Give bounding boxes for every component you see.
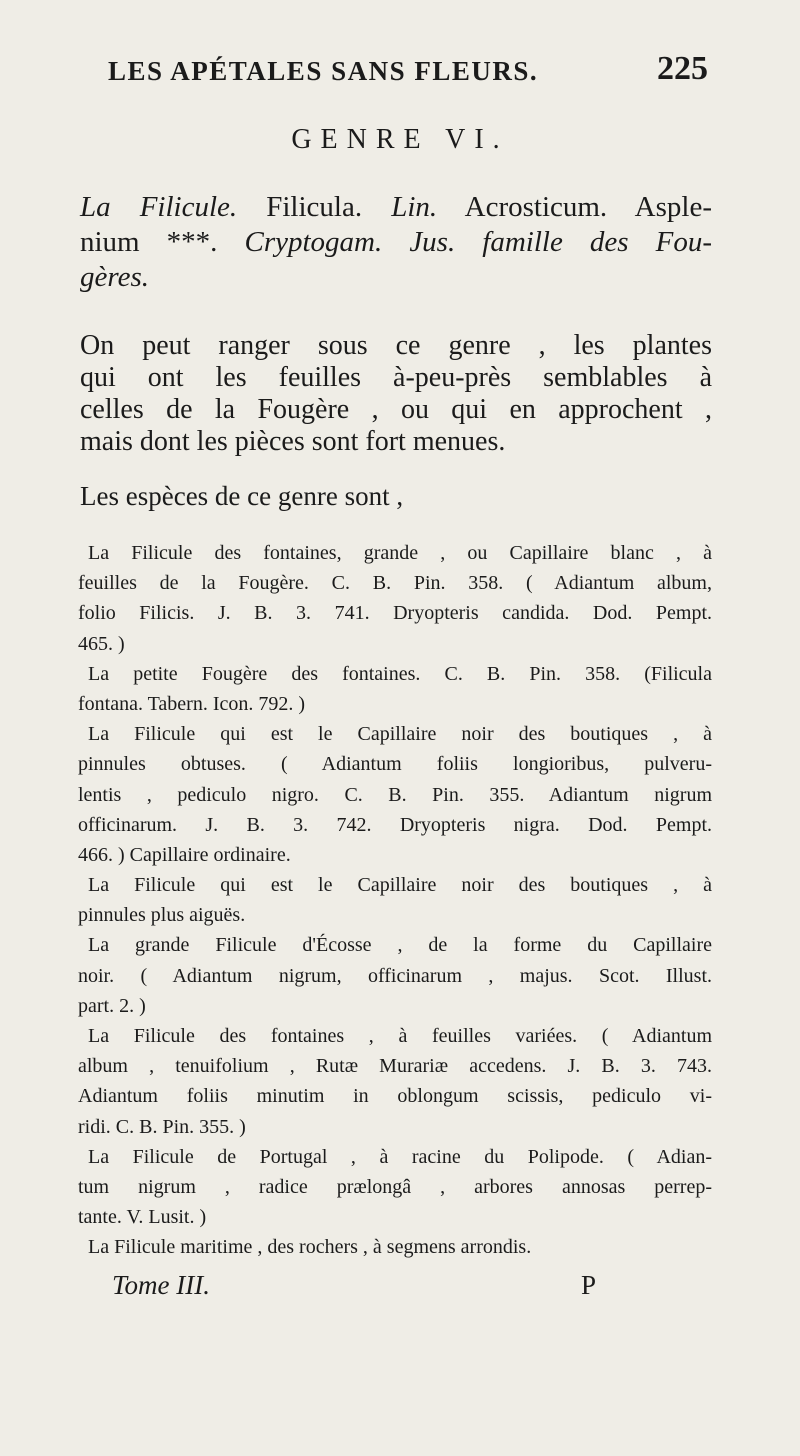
- entry-line: La grande Filicule d'Écosse , de la forme du Capillaire: [88, 934, 712, 957]
- species-entry: [78, 659, 712, 719]
- genus-description: [80, 190, 712, 295]
- species-entry: [78, 1142, 712, 1233]
- entry-line: album , tenuifolium , Rutæ Murariæ accedens. J. B. 3. 743.: [78, 1055, 712, 1078]
- italic-run: La Filicule.: [80, 191, 238, 223]
- genus-heading: GENRE VI.: [291, 124, 509, 155]
- italic-run: Cryptogam. Jus. famille des Fou-: [244, 226, 712, 258]
- entry-line: ridi. C. B. Pin. 355. ): [78, 1115, 246, 1138]
- entry-line: La Filicule maritime , des rochers , à segmens arrondis.: [88, 1236, 532, 1259]
- entry-line: tante. V. Lusit. ): [78, 1206, 207, 1229]
- entry-line: La petite Fougère des fontaines. C. B. Pin. 358. (Filicula: [88, 662, 712, 685]
- species-entry: [78, 538, 712, 659]
- page-number: 225: [657, 50, 708, 87]
- entry-line: 465. ): [78, 632, 125, 655]
- intro-line: celles de la Fougère , ou qui en approchent ,: [80, 394, 712, 425]
- species-entry: [78, 719, 712, 870]
- species-entry: [78, 1232, 712, 1262]
- entry-line: La Filicule des fontaines, grande , ou Capillaire blanc , à: [88, 542, 712, 564]
- intro-line: On peut ranger sous ce genre , les plantes: [80, 330, 712, 361]
- species-entry: [78, 930, 712, 1021]
- entry-line: lentis , pediculo nigro. C. B. Pin. 355. Adiantum nigrum: [78, 783, 712, 806]
- entry-line: fontana. Tabern. Icon. 792. ): [78, 692, 306, 715]
- entry-line: officinarum. J. B. 3. 742. Dryopteris nigra. Dod. Pempt.: [78, 813, 712, 836]
- roman-run: Acrosticum. Asple-: [437, 191, 712, 223]
- entry-line: tum nigrum , radice prælongâ , arbores annosas perrep-: [78, 1175, 712, 1198]
- intro-line: mais dont les pièces sont fort menues.: [80, 426, 506, 457]
- italic-run: gères.: [80, 261, 149, 293]
- species-intro: Les espèces de ce genre sont ,: [80, 481, 404, 511]
- page-footer: [112, 1270, 712, 1310]
- entry-line: folio Filicis. J. B. 3. 741. Dryopteris candida. Dod. Pempt.: [78, 602, 712, 625]
- species-entry: [78, 870, 712, 930]
- genus-line: [80, 190, 712, 225]
- entry-line: La Filicule qui est le Capillaire noir des boutiques , à: [88, 723, 712, 746]
- entry-line: feuilles de la Fougère. C. B. Pin. 358. ( Adiantum album,: [78, 572, 712, 595]
- entry-line: 466. ) Capillaire ordinaire.: [78, 843, 291, 866]
- species-list: [78, 538, 712, 1263]
- intro-line: qui ont les feuilles à-peu-près semblables à: [80, 362, 712, 393]
- running-head: [108, 50, 708, 90]
- entry-line: part. 2. ): [78, 994, 146, 1017]
- intro-paragraph: [80, 330, 712, 458]
- roman-run: Filicula.: [237, 191, 392, 223]
- genus-line: [80, 225, 712, 260]
- entry-line: pinnules plus aiguës.: [78, 904, 246, 927]
- entry-line: La Filicule de Portugal , à racine du Polipode. ( Adian-: [88, 1145, 712, 1168]
- roman-run: nium ***.: [80, 226, 245, 258]
- genus-line: [80, 260, 712, 295]
- italic-run: Lin.: [391, 191, 438, 223]
- running-title: LES APÉTALES SANS FLEURS.: [108, 56, 539, 86]
- species-entry: [78, 1021, 712, 1142]
- entry-line: La Filicule qui est le Capillaire noir des boutiques , à: [88, 874, 712, 897]
- entry-line: La Filicule des fontaines , à feuilles variées. ( Adiantum: [88, 1025, 712, 1047]
- entry-line: pinnules obtuses. ( Adiantum foliis longioribus, pulveru-: [78, 753, 712, 776]
- footer-volume: Tome III.: [112, 1270, 210, 1300]
- entry-line: noir. ( Adiantum nigrum, officinarum , majus. Scot. Illust.: [78, 964, 712, 987]
- footer-signature: P: [580, 1270, 596, 1300]
- entry-line: Adiantum foliis minutim in oblongum scissis, pediculo vi-: [78, 1085, 712, 1108]
